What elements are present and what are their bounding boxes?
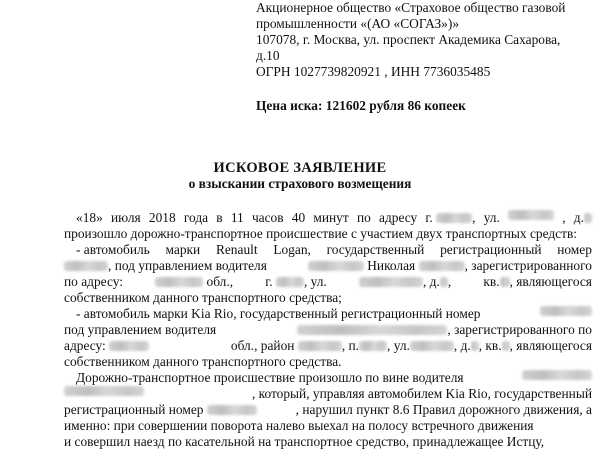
redacted-text bbox=[64, 386, 144, 396]
text: 40 bbox=[291, 210, 306, 225]
text: , ул. bbox=[387, 338, 410, 353]
document-subtitle: о взыскании страхового возмещения bbox=[188, 176, 412, 191]
text: адресу bbox=[379, 210, 418, 225]
text: - автомобиль bbox=[76, 242, 150, 257]
text: под управлением водителя bbox=[64, 322, 217, 337]
redacted-text bbox=[109, 341, 149, 351]
paragraph-2-line-1 bbox=[64, 370, 592, 386]
text: 2018 bbox=[148, 210, 176, 225]
paragraph-1-line-2 bbox=[64, 226, 592, 242]
redacted-text bbox=[276, 277, 304, 287]
vehicle-1-line-3: по адресу: обл., г. , ул. , д. , кв. , являющегося bbox=[64, 274, 592, 289]
redacted-text bbox=[64, 261, 108, 271]
redacted-text bbox=[410, 341, 454, 351]
text: , нарушил пункт 8.6 Правил дорожного движения, а bbox=[295, 402, 592, 417]
text: адресу: bbox=[64, 338, 106, 353]
redacted-text bbox=[297, 325, 447, 335]
text: минут bbox=[313, 210, 349, 225]
text: Дорожно-транспортное происшествие произошло по вине водителя bbox=[76, 370, 464, 385]
redacted-text bbox=[436, 213, 472, 223]
redacted-text bbox=[471, 341, 479, 351]
text: собственником данного транспортного средства; bbox=[64, 290, 342, 305]
vehicle-2-line-3 bbox=[64, 338, 592, 354]
defendant-address-line-1: 107078, г. Москва, ул. проспект Академика Сахарова, bbox=[256, 32, 561, 47]
redacted-text bbox=[359, 277, 423, 287]
paragraph-2-line-3 bbox=[64, 402, 592, 418]
text: 11 bbox=[230, 210, 244, 225]
text: по адресу: bbox=[64, 274, 123, 289]
text: г. bbox=[265, 274, 273, 289]
paragraph-2-line-4 bbox=[64, 418, 592, 434]
redacted-text bbox=[359, 341, 387, 351]
text: произошло дорожно-транспортное происшествие с участием двух транспортных средств: bbox=[64, 226, 578, 241]
text: обл., район bbox=[230, 338, 295, 353]
text: и совершил наезд по касательной на транспортное средство, принадлежащее Истцу, bbox=[64, 434, 545, 449]
redacted-text bbox=[522, 370, 592, 380]
defendant-header bbox=[256, 0, 592, 80]
defendant-address-line-2: д.10 bbox=[256, 48, 280, 63]
text: , под управлением водителя bbox=[108, 258, 267, 273]
text: , являющегося bbox=[509, 338, 592, 353]
text: , ул. bbox=[303, 274, 327, 289]
redacted-text bbox=[207, 405, 257, 415]
text: , д. bbox=[453, 338, 471, 353]
defendant-name-line-2: промышленности «(АО «СОГАЗ»)» bbox=[256, 16, 460, 31]
vehicle-2-line-4 bbox=[64, 354, 592, 370]
text: , д. bbox=[422, 274, 440, 289]
text: года bbox=[183, 210, 209, 225]
text: , кв. bbox=[478, 338, 502, 353]
text: именно: при совершении поворота налево выехал на полосу встречного движения bbox=[64, 418, 534, 433]
vehicle-1-line-2 bbox=[64, 258, 592, 274]
text: , который, управляя автомобилем Kia Rio, государственный bbox=[251, 386, 592, 401]
text: «18» bbox=[76, 210, 103, 225]
text: регистрационный bbox=[440, 242, 542, 257]
text: июля bbox=[110, 210, 141, 225]
redacted-text bbox=[308, 261, 364, 271]
paragraph-2-line-2 bbox=[64, 386, 592, 402]
text: по bbox=[356, 210, 371, 225]
text: Renault bbox=[215, 242, 258, 257]
defendant-registration: ОГРН 1027739820921 , ИНН 7736035485 bbox=[256, 64, 491, 79]
redacted-text bbox=[502, 341, 510, 351]
text: ул. bbox=[483, 210, 500, 225]
text: номер bbox=[557, 242, 592, 257]
text: регистрационный номер bbox=[64, 402, 204, 417]
redacted-text bbox=[155, 277, 203, 287]
text: г. bbox=[425, 210, 433, 225]
text: Logan, bbox=[273, 242, 311, 257]
paragraph-1-line-1: «18» июля 2018 года в 11 часов 40 минут по адресу г. , ул. , д. bbox=[64, 210, 592, 226]
text: государственный bbox=[326, 242, 425, 257]
vehicle-2-line-1 bbox=[64, 306, 592, 322]
text: Николая bbox=[367, 258, 416, 273]
document-title: ИСКОВОЕ ЗАЯВЛЕНИЕ bbox=[213, 160, 387, 176]
text: д. bbox=[573, 210, 584, 225]
paragraph-2-line-5 bbox=[64, 434, 592, 450]
redacted-text bbox=[508, 210, 554, 220]
vehicle-2-line-2 bbox=[64, 322, 592, 338]
text: , являющегося bbox=[509, 274, 592, 289]
text: , зарегистрированного по bbox=[447, 322, 592, 337]
text: часов bbox=[251, 210, 284, 225]
text: марки bbox=[165, 242, 201, 257]
vehicle-1-line-1 bbox=[64, 242, 592, 258]
redacted-text bbox=[584, 213, 592, 223]
text: , п. bbox=[341, 338, 360, 353]
text: обл., bbox=[206, 274, 234, 289]
text: кв. bbox=[483, 274, 500, 289]
text: в bbox=[216, 210, 223, 225]
text: собственником данного транспортного средства. bbox=[64, 354, 342, 369]
redacted-text bbox=[440, 277, 448, 287]
document-body bbox=[64, 210, 592, 450]
claim-price: Цена иска: 121602 рубля 86 копеек bbox=[256, 98, 466, 113]
redacted-text bbox=[419, 261, 465, 271]
defendant-name-line-1: Акционерное общество «Страховое общество газовой bbox=[256, 0, 566, 15]
text: , зарегистрированного bbox=[464, 258, 592, 273]
redacted-text bbox=[298, 341, 342, 351]
vehicle-1-line-4 bbox=[64, 290, 592, 306]
redacted-text bbox=[500, 277, 510, 287]
redacted-text bbox=[540, 306, 592, 316]
text: - автомобиль марки Kia Rio, государственный регистрационный номер bbox=[76, 306, 481, 321]
